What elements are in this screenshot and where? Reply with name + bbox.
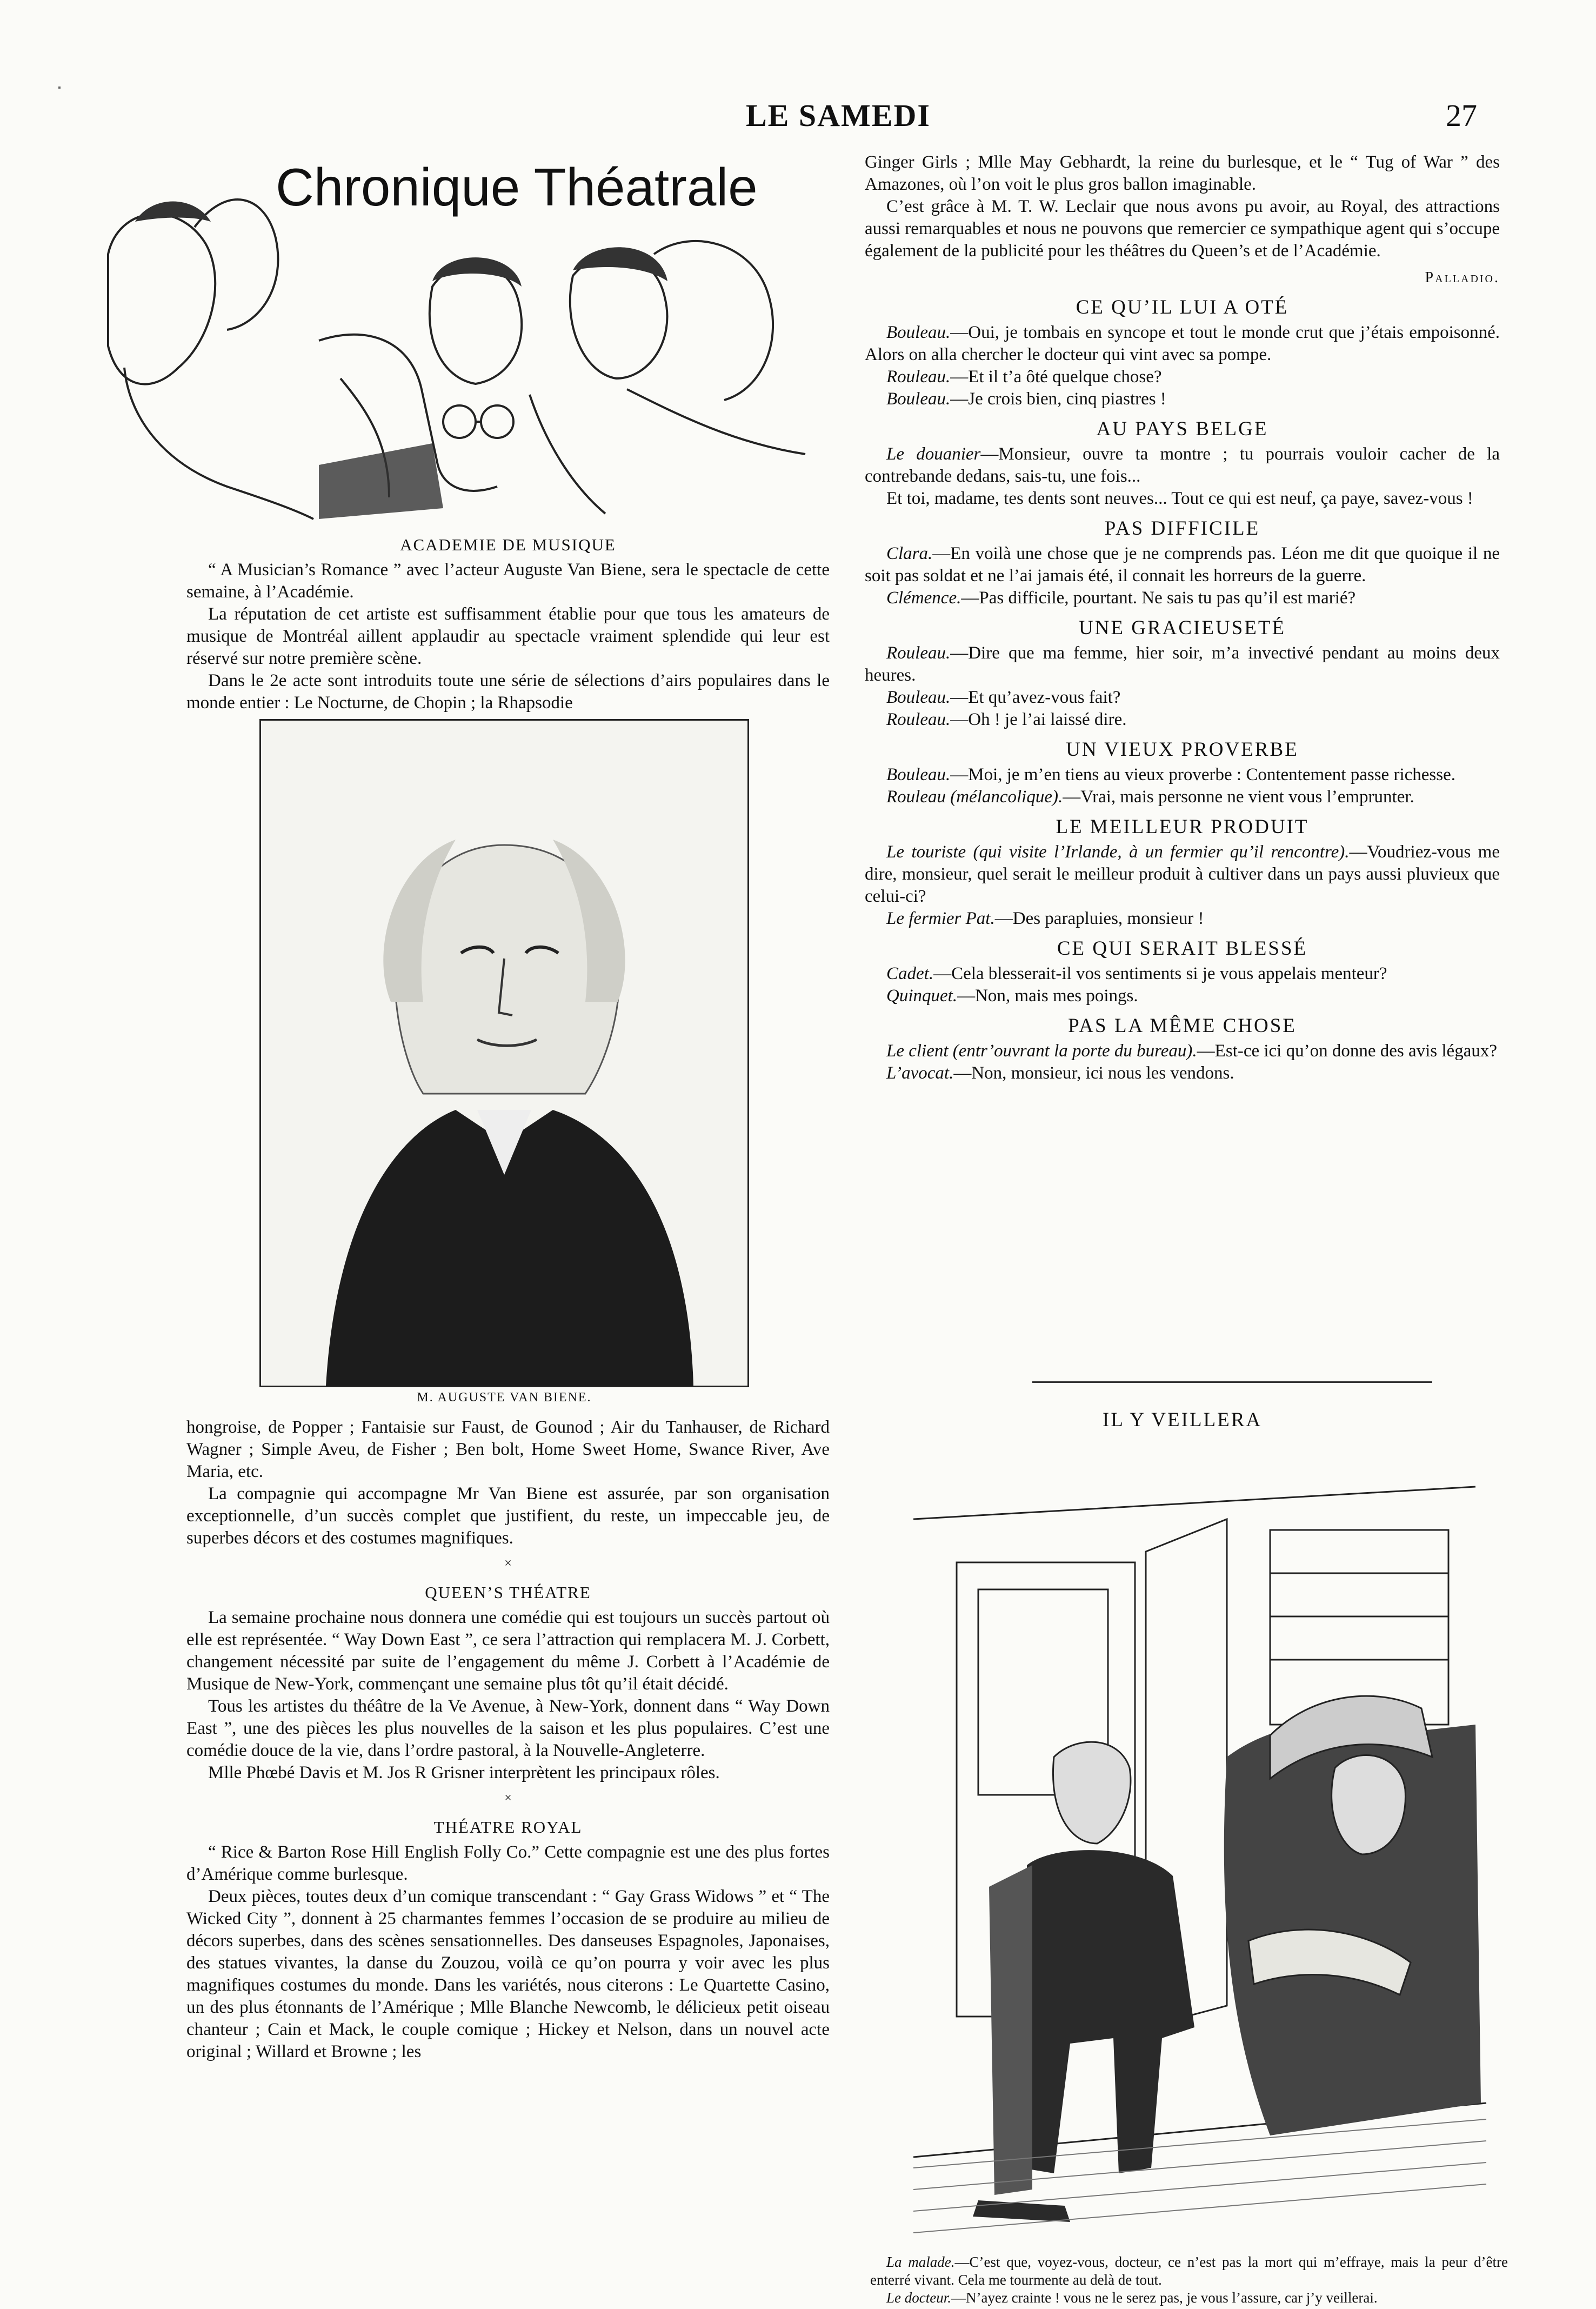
joke-title: UN VIEUX PROVERBE xyxy=(1066,738,1299,761)
cartoon-heading-block xyxy=(865,1401,1500,1434)
speaker: Bouleau. xyxy=(886,688,951,707)
section-title-queens: QUEEN’S THÉATRE xyxy=(425,1583,591,1602)
column-rule xyxy=(1032,1381,1432,1383)
dialogue: —Et il t’a ôté quelque chose? xyxy=(950,367,1162,387)
joke-title: AU PAYS BELGE xyxy=(1096,418,1268,440)
joke-title: UNE GRACIEUSETÉ xyxy=(1078,617,1286,639)
dialogue: —Non, monsieur, ici nous les vendons. xyxy=(953,1063,1234,1083)
speaker: Bouleau. xyxy=(886,323,951,342)
dialogue: —Dire que ma femme, hier soir, m’a invectivé pendant au moins deux heures. xyxy=(865,643,1500,685)
speaker: Clara. xyxy=(886,544,933,563)
dialogue: —Cela blesserait-il vos sentiments si je vous appelais menteur? xyxy=(933,964,1387,983)
dialogue: —N’ayez crainte ! vous ne le serez pas, je vous l’assure, car j’y veillerai. xyxy=(951,2290,1378,2306)
speaker: Cadet. xyxy=(886,964,934,983)
portrait-photo xyxy=(259,719,749,1387)
section-title-royal: THÉATRE ROYAL xyxy=(433,1818,583,1836)
speaker: Rouleau (mélancolique). xyxy=(886,787,1063,807)
paragraph: La réputation de cet artiste est suffisamment établie pour que tous les amateurs de musique de Montréal aillent applaudir au spectacle vraiment splendide qui leur est réservé sur notre première scène. xyxy=(186,604,830,668)
dialogue: —Voudriez-vous me dire, monsieur, quel serait le meilleur produit à cultiver dans un pays aussi pluvieux que celui-ci? xyxy=(865,842,1500,906)
newspaper-title: LE SAMEDI xyxy=(746,98,931,133)
speaker: Le docteur. xyxy=(886,2290,951,2306)
dialogue: —En voilà une chose que je ne comprends pas. Léon me dit que quoique il ne soit pas soldat et ne l’ai jamais été, il connait les horreurs de la guerre. xyxy=(865,544,1500,585)
joke-title: CE QUI SERAIT BLESSÉ xyxy=(1057,937,1308,960)
paragraph: “ Rice & Barton Rose Hill English Folly Co.” Cette compagnie est une des plus fortes d’Amérique comme burlesque. xyxy=(186,1842,830,1884)
joke-title: PAS LA MÊME CHOSE xyxy=(1068,1015,1297,1037)
paragraph: Dans le 2e acte sont introduits toute une série de sélections d’airs populaires dans le monde entier : Le Nocturne, de Chopin ; la Rhapsodie xyxy=(186,671,830,713)
joke-title: PAS DIFFICILE xyxy=(1104,517,1260,540)
speaker: L’avocat. xyxy=(886,1063,954,1083)
dialogue: —Oui, je tombais en syncope et tout le monde crut que j’étais empoisonné. Alors on alla chercher le docteur qui vint avec sa pompe. xyxy=(865,323,1500,364)
margin-mark xyxy=(58,86,61,89)
left-column-upper xyxy=(186,527,830,714)
portrait-caption: M. AUGUSTE VAN BIENE. xyxy=(417,1390,592,1405)
doctor-patient-illustration xyxy=(892,1454,1502,2249)
speaker: Bouleau. xyxy=(886,389,951,409)
speaker: Le douanier xyxy=(886,444,981,464)
paragraph: La semaine prochaine nous donnera une comédie qui est toujours un succès partout où elle est représentée. “ Way Down East ”, ce sera l’attraction qui remplacera M. J. Corbett, changement nécessité par suite de l’engagement du même J. Corbett à l’Académie de Musique de New-York, commençant une semaine plus tôt qu’il était décidé. xyxy=(186,1608,830,1694)
dialogue: —Vrai, mais personne ne vient vous l’emprunter. xyxy=(1063,787,1414,807)
page-number: 27 xyxy=(1446,98,1477,133)
section-title-academie: ACADEMIE DE MUSIQUE xyxy=(400,535,616,554)
speaker: Le touriste (qui visite l’Irlande, à un fermier qu’il rencontre). xyxy=(886,842,1350,862)
paragraph: “ A Musician’s Romance ” avec l’acteur Auguste Van Biene, sera le spectacle de cette semaine, à l’Académie. xyxy=(186,560,830,602)
speaker: Rouleau. xyxy=(886,710,951,729)
speaker: Quinquet. xyxy=(886,986,958,1006)
paragraph: Tous les artistes du théâtre de la Ve Avenue, à New-York, donnent dans “ Way Down East ”, une des pièces les plus nouvelles de la saison et les plus populaires. C’est une comédie douce de la vie, dans l’ordre pastoral, à la Nouvelle-Angleterre. xyxy=(186,1696,830,1760)
dialogue: —Est-ce ici qu’on donne des avis légaux? xyxy=(1197,1041,1497,1061)
paragraph: Mlle Phœbé Davis et M. Jos R Grisner interprètent les principaux rôles. xyxy=(208,1763,720,1782)
dialogue: Et toi, madame, tes dents sont neuves... Tout ce qui est neuf, ça paye, savez-vous ! xyxy=(886,489,1473,508)
paragraph: Deux pièces, toutes deux d’un comique transcendant : “ Gay Grass Widows ” et “ The Wicked City ”, donnent à 25 charmantes femmes l’occasion de se produire au milieu de décors superbes, dans des scènes sensationnelles. Des danseuses Espagnoles, Japonaises, des statues vivantes, la danse du Zouzou, voilà ce qu’on pourra y voir avec les plus magnifiques costumes du monde. Dans les variétés, nous citerons : Le Quartette Casino, un des plus étonnants de l’Amérique ; Mlle Blanche Newcomb, le délicieux petit oiseau chanteur ; Cain et Mack, le couple comique ; Hickey et Nelson, dans un nouvel acte original ; Willard et Browne ; les xyxy=(186,1887,830,2061)
speaker: Bouleau. xyxy=(886,765,951,784)
joke-title: LE MEILLEUR PRODUIT xyxy=(1056,816,1309,838)
dialogue: —Non, mais mes poings. xyxy=(957,986,1138,1006)
joke-title: CE QU’IL LUI A OTÉ xyxy=(1076,296,1289,318)
cartoon-caption xyxy=(870,2253,1508,2307)
dialogue: —Je crois bien, cinq piastres ! xyxy=(950,389,1166,409)
speaker: Le client (entr’ouvrant la porte du bureau). xyxy=(886,1041,1197,1061)
cartoon-title: IL Y VEILLERA xyxy=(1102,1409,1263,1431)
dialogue: —Des parapluies, monsieur ! xyxy=(994,909,1204,928)
dialogue: —Moi, je m’en tiens au vieux proverbe : Contentement passe richesse. xyxy=(950,765,1455,784)
paragraph: C’est grâce à M. T. W. Leclair que nous avons pu avoir, au Royal, des attractions aussi remarquables et nous ne pouvons que remercier ce sympathique agent qui s’occupe également de la publicité pour les théâtres du Queen’s et de l’Académie. xyxy=(865,197,1500,261)
paragraph: Ginger Girls ; Mlle May Gebhardt, la reine du burlesque, et le “ Tug of War ” des Amazones, où l’on voit le plus gros ballon imaginable. xyxy=(865,152,1500,194)
speaker: Rouleau. xyxy=(886,367,951,387)
paragraph: La compagnie qui accompagne Mr Van Biene est assurée, par son organisation exceptionnelle, d’un succès complet que justifient, du reste, un impeccable jeu, de superbes décors et des costumes magnifiques. xyxy=(186,1484,830,1548)
section-separator: × xyxy=(504,1791,512,1805)
chronicle-heading: Chronique Théatrale xyxy=(276,157,758,217)
paragraph: hongroise, de Popper ; Fantaisie sur Faust, de Gounod ; Air du Tanhauser, de Richard Wagner ; Simple Aveu, de Fisher ; Ben bolt, Home Sweet Home, Swance River, Ave Maria, etc. xyxy=(186,1418,830,1481)
dialogue: —Monsieur, ouvre ta montre ; tu pourrais vouloir cacher de la contrebande dedans, sais-tu, une fois... xyxy=(865,444,1500,486)
speaker: Le fermier Pat. xyxy=(886,909,995,928)
dialogue: —Oh ! je l’ai laissé dire. xyxy=(950,710,1127,729)
left-column-lower xyxy=(186,1416,830,2063)
right-column xyxy=(865,151,1500,1084)
section-separator: × xyxy=(504,1556,512,1571)
speaker: La malade. xyxy=(886,2254,955,2270)
author-signature: Palladio. xyxy=(1425,269,1500,286)
dialogue: —Et qu’avez-vous fait? xyxy=(950,688,1121,707)
dialogue: —Pas difficile, pourtant. Ne sais tu pas qu’il est marié? xyxy=(961,588,1356,608)
dialogue: —C’est que, voyez-vous, docteur, ce n’est pas la mort qui m’effraye, mais la peur d’être enterré vivant. Cela me tourmente au delà de tout. xyxy=(870,2254,1508,2288)
speaker: Clémence. xyxy=(886,588,961,608)
speaker: Rouleau. xyxy=(886,643,951,663)
